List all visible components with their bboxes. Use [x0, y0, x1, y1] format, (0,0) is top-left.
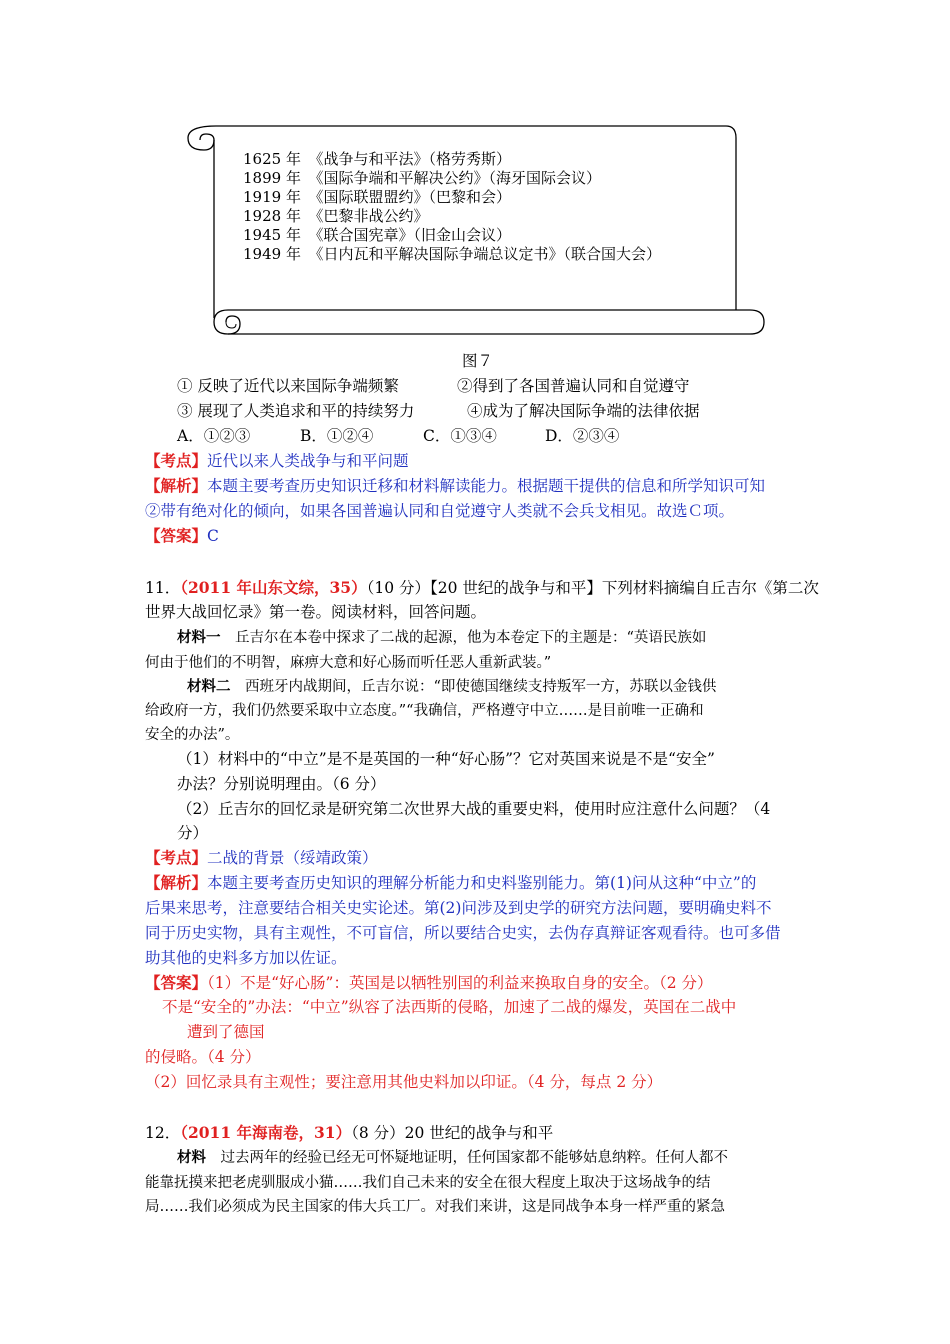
- q11-sub2: （2）丘吉尔的回忆录是研究第二次世界大战的重要史料，使用时应注意什么问题？（4: [177, 800, 771, 818]
- q12-material-line2: 能靠抚摸来把老虎驯服成小猫……我们自己未来的安全在很大程度上取决于这场战争的结: [145, 1175, 711, 1191]
- scroll-entry: 1919 年 《国际联盟盟约》（巴黎和会）: [243, 188, 511, 206]
- q11-sub1-line2: 办法？分别说明理由。（6 分）: [177, 775, 386, 793]
- answer-line: [145, 525, 219, 547]
- jiexi-label: 【解析】: [145, 476, 208, 495]
- answer-text: C: [207, 527, 219, 545]
- q11-answer-line: 【答案】（1）不是“好心肠”：英国是以牺牲别国的利益来换取自身的安全。（2 分）: [145, 973, 713, 992]
- answer-label: 【答案】: [145, 526, 208, 545]
- q11-kaodian-line: 【考点】二战的背景（绥靖政策）: [145, 848, 378, 867]
- scroll-entry: 1945 年 《联合国宪章》（旧金山会议）: [243, 226, 511, 244]
- q11-material-1: 材料一 丘吉尔在本卷中探求了二战的起源，他为本卷定下的主题是：“英语民族如: [177, 629, 707, 646]
- jiexi-text: 本题主要考查历史知识迁移和材料解读能力。根据题干提供的信息和所学知识可知: [207, 477, 766, 495]
- scroll-entry: 1928 年 《巴黎非战公约》: [243, 207, 429, 225]
- kaodian-line: [145, 450, 409, 472]
- q11-material-2-line2: 给政府一方，我们仍然要采取中立态度。”“我确信，严格遵守中立……是目前唯一正确和: [145, 703, 704, 719]
- q11-material-2-line3: 安全的办法”。: [145, 727, 240, 743]
- kaodian-text: 近代以来人类战争与和平问题: [207, 452, 409, 470]
- option-2: ②得到了各国普遍认同和自觉遵守: [457, 377, 690, 395]
- option-4: ④成为了解决国际争端的法律依据: [467, 402, 700, 420]
- figure-caption: 图７: [462, 352, 494, 370]
- q11-jiexi-line: 助其他的史料多方加以佐证。: [145, 949, 347, 967]
- q11-source: （2011 年山东文综，35）: [180, 578, 367, 597]
- option-3: ③ 展现了人类追求和平的持续努力: [177, 402, 415, 420]
- q12-source: （2011 年海南卷，31）: [180, 1123, 352, 1142]
- option-1: ① 反映了近代以来国际争端频繁: [177, 377, 399, 395]
- q11-answer-line: （2）回忆录具有主观性；要注意用其他史料加以印证。（4 分，每点 2 分）: [145, 1073, 663, 1091]
- choice-a: A．①②③: [177, 427, 251, 445]
- q12-material: 材料 过去两年的经验已经无可怀疑地证明，任何国家都不能够姑息纳粹。任何人都不: [177, 1149, 728, 1166]
- jiexi-line: ②带有绝对化的倾向，如果各国普遍认同和自觉遵守人类就不会兵戈相见。故选Ｃ项。: [145, 502, 735, 520]
- q11-answer-line: 的侵略。（4 分）: [145, 1048, 261, 1066]
- q11-heading-line2: 世界大战回忆录》第一卷。阅读材料，回答问题。: [145, 603, 487, 621]
- choice-d: D．②③④: [545, 427, 620, 445]
- q11-heading: 11．（2011 年山东文综，35）（10 分）【20 世纪的战争与和平】下列材料摘编自丘吉尔《第二次: [145, 578, 819, 597]
- q11-material-1-line2: 何由于他们的不明智，麻痹大意和好心肠而听任恶人重新武装。”: [145, 655, 552, 671]
- q11-material-2: 材料二 西班牙内战期间，丘吉尔说：“即使德国继续支持叛军一方，苏联以金钱供: [187, 678, 717, 695]
- scroll-entry: 1899 年 《国际争端和平解决公约》（海牙国际会议）: [243, 169, 601, 187]
- choice-b: B．①②④: [300, 427, 374, 445]
- jiexi-line: [145, 475, 765, 497]
- q11-answer-line: 不是“安全的”办法：“中立”纵容了法西斯的侵略，加速了二战的爆发，英国在二战中: [162, 998, 737, 1016]
- q11-sub1: （1）材料中的“中立”是不是英国的一种“好心肠”？它对英国来说是不是“安全”: [177, 750, 715, 768]
- q11-jiexi-line: 同于历史实物，具有主观性，不可盲信，所以要结合史实，去伪存真辩证客观看待。也可多借: [145, 924, 781, 942]
- scroll-entry: 1949 年 《日内瓦和平解决国际争端总议定书》（联合国大会）: [243, 245, 661, 263]
- kaodian-label: 【考点】: [145, 451, 208, 470]
- choice-c: C．①③④: [423, 427, 497, 445]
- q11-jiexi-line: 【解析】本题主要考查历史知识的理解分析能力和史料鉴别能力。第(1)问从这种“中立”的: [145, 873, 757, 892]
- q11-jiexi-line: 后果来思考，注意要结合相关史实论述。第(2)问涉及到史学的研究方法问题，要明确史料不: [145, 899, 772, 917]
- scroll-entry: 1625 年 《战争与和平法》（格劳秀斯）: [243, 150, 511, 168]
- q12-heading: 12．（2011 年海南卷，31）（8 分）20 世纪的战争与和平: [145, 1123, 554, 1142]
- q12-material-line3: 局……我们必须成为民主国家的伟大兵工厂。对我们来讲，这是同战争本身一样严重的紧急: [145, 1199, 725, 1215]
- q11-answer-line: 遭到了德国: [187, 1023, 265, 1041]
- q11-sub2-line2: 分）: [177, 824, 209, 842]
